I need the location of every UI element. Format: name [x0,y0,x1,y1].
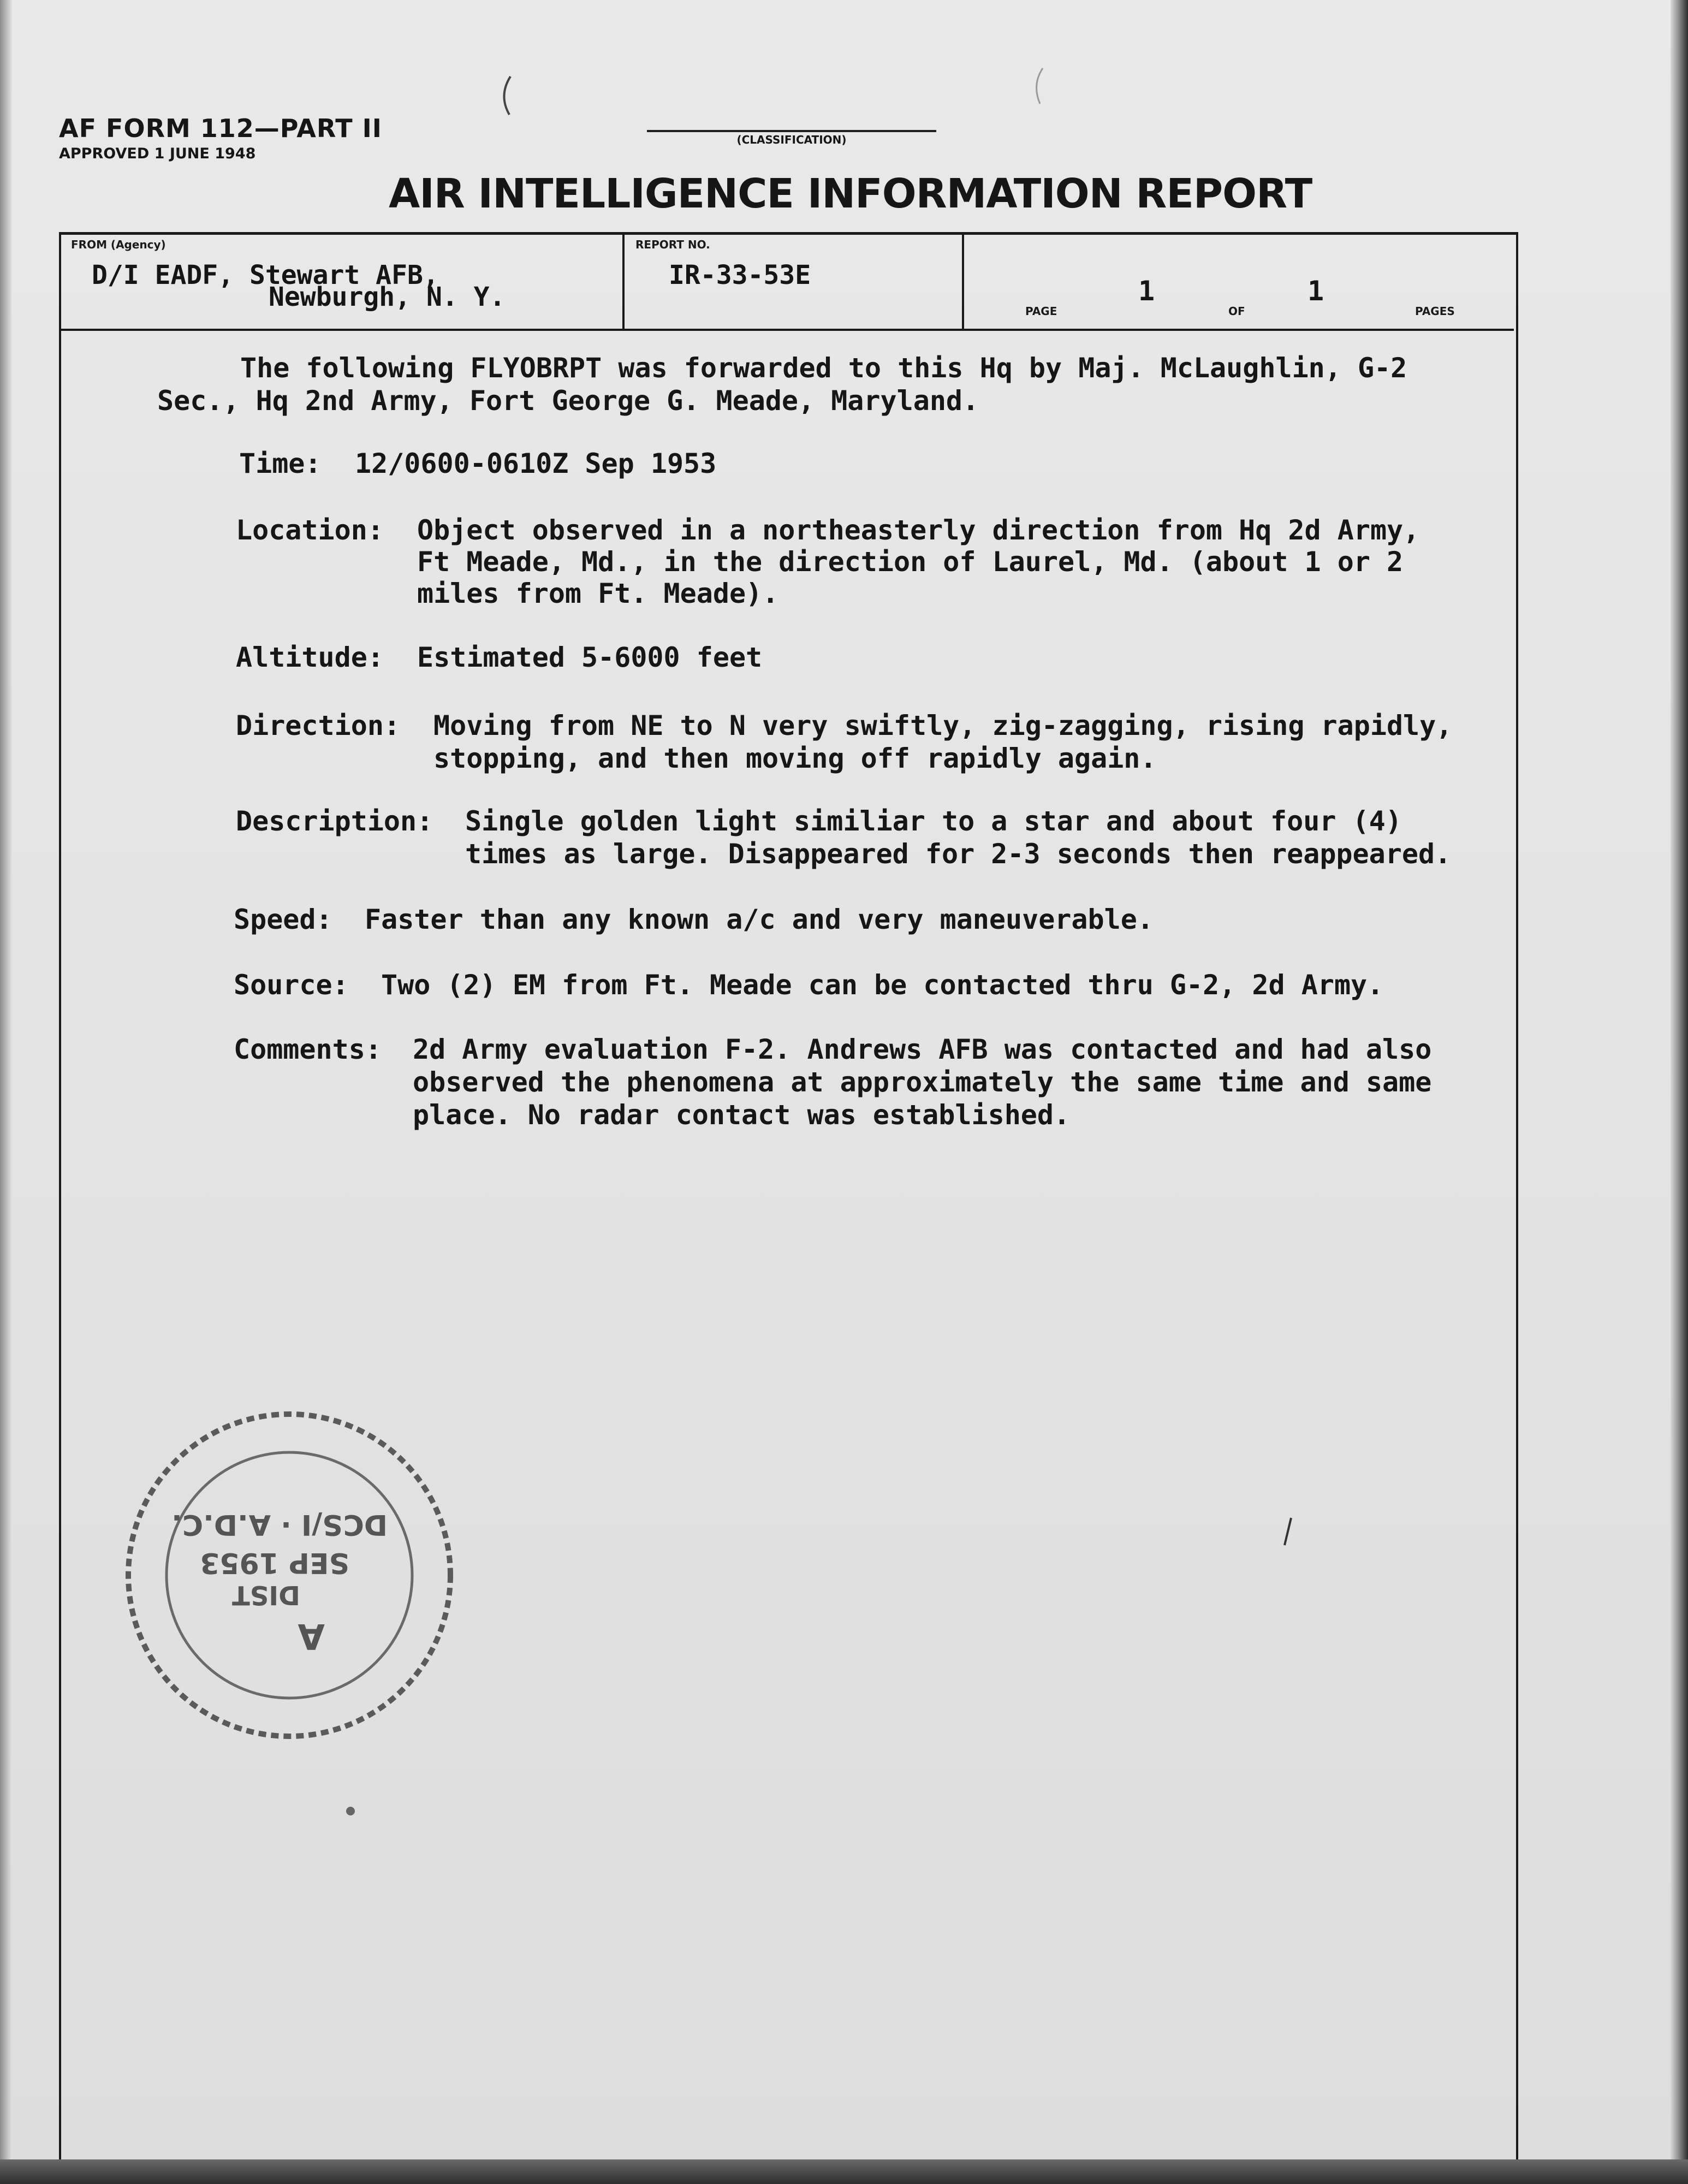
report-number: IR-33-53E [669,260,811,290]
scan-right-edge [1671,0,1688,2184]
form-approval-date: APPROVED 1 JUNE 1948 [59,145,256,162]
classification-label: (CLASSIFICATION) [736,133,847,146]
stray-pen-mark [1026,66,1048,109]
comments-label: Comments: [234,1034,382,1065]
direction-line-2: stopping, and then moving off rapidly again. [433,743,1157,774]
description-line-1: Single golden light similiar to a star and about four (4) [465,805,1402,837]
location-line-1: Object observed in a northeasterly direction from Hq 2d Army, [417,514,1420,546]
stamp-office: DCS/I · A.D.C. [171,1508,388,1541]
altitude-value: Estimated 5-6000 feet [417,642,763,673]
stamp-mark: A [298,1616,325,1656]
source-value: Two (2) EM from Ft. Meade can be contacted thru G-2, 2d Army. [381,969,1384,1001]
speed-label: Speed: [234,904,332,935]
distribution-stamp [115,1400,464,1750]
page-label: PAGE [1025,305,1057,318]
from-agency-line-2: Newburgh, N. Y. [269,282,506,312]
description-line-2: times as large. Disappeared for 2-3 seconds then reappeared. [465,838,1452,870]
ink-dot [344,1805,357,1818]
stamp-date: SEP 1953 [200,1546,349,1579]
form-number: AF FORM 112—PART II [59,114,382,143]
direction-label: Direction: [236,710,401,741]
page-total: 1 [1307,275,1324,307]
classification-line [647,130,936,132]
intro-line-2: Sec., Hq 2nd Army, Fort George G. Meade, Maryland. [157,385,979,417]
report-number-label: REPORT NO. [635,238,710,251]
intro-line-1: The following FLYOBRPT was forwarded to this Hq by Maj. McLaughlin, G-2 [240,352,1407,384]
altitude-label: Altitude: [236,642,384,673]
location-line-2: Ft Meade, Md., in the direction of Laurel, Md. (about 1 or 2 [417,546,1404,578]
scan-bottom-edge [0,2159,1688,2184]
location-label: Location: [236,514,384,546]
from-label: FROM (Agency) [71,238,166,251]
stray-pen-mark [494,74,516,117]
header-separator-2 [962,232,964,329]
time-value: 12/0600-0610Z Sep 1953 [355,448,717,479]
page-number: 1 [1138,275,1155,307]
description-label: Description: [236,805,433,837]
header-divider [59,329,1514,331]
of-label: OF [1228,305,1245,318]
speed-value: Faster than any known a/c and very maneuverable. [365,904,1154,935]
comments-line-3: place. No radar contact was established. [413,1099,1071,1131]
header-separator-1 [622,232,625,329]
time-label: Time: [239,448,322,479]
comments-line-2: observed the phenomena at approximately the same time and same [413,1066,1432,1098]
comments-line-1: 2d Army evaluation F-2. Andrews AFB was contacted and had also [413,1034,1432,1065]
report-title: AIR INTELLIGENCE INFORMATION REPORT [389,170,1312,217]
scan-left-edge [0,0,12,2159]
direction-line-1: Moving from NE to N very swiftly, zig-zagging, rising rapidly, [433,710,1453,741]
stray-pen-mark [1280,1515,1297,1548]
source-label: Source: [234,969,349,1001]
location-line-3: miles from Ft. Meade). [417,578,779,609]
pages-label: PAGES [1415,305,1455,318]
stamp-distribution: DIST [231,1580,300,1610]
from-agency-line-1: D/I EADF, Stewart AFB, [92,260,439,290]
